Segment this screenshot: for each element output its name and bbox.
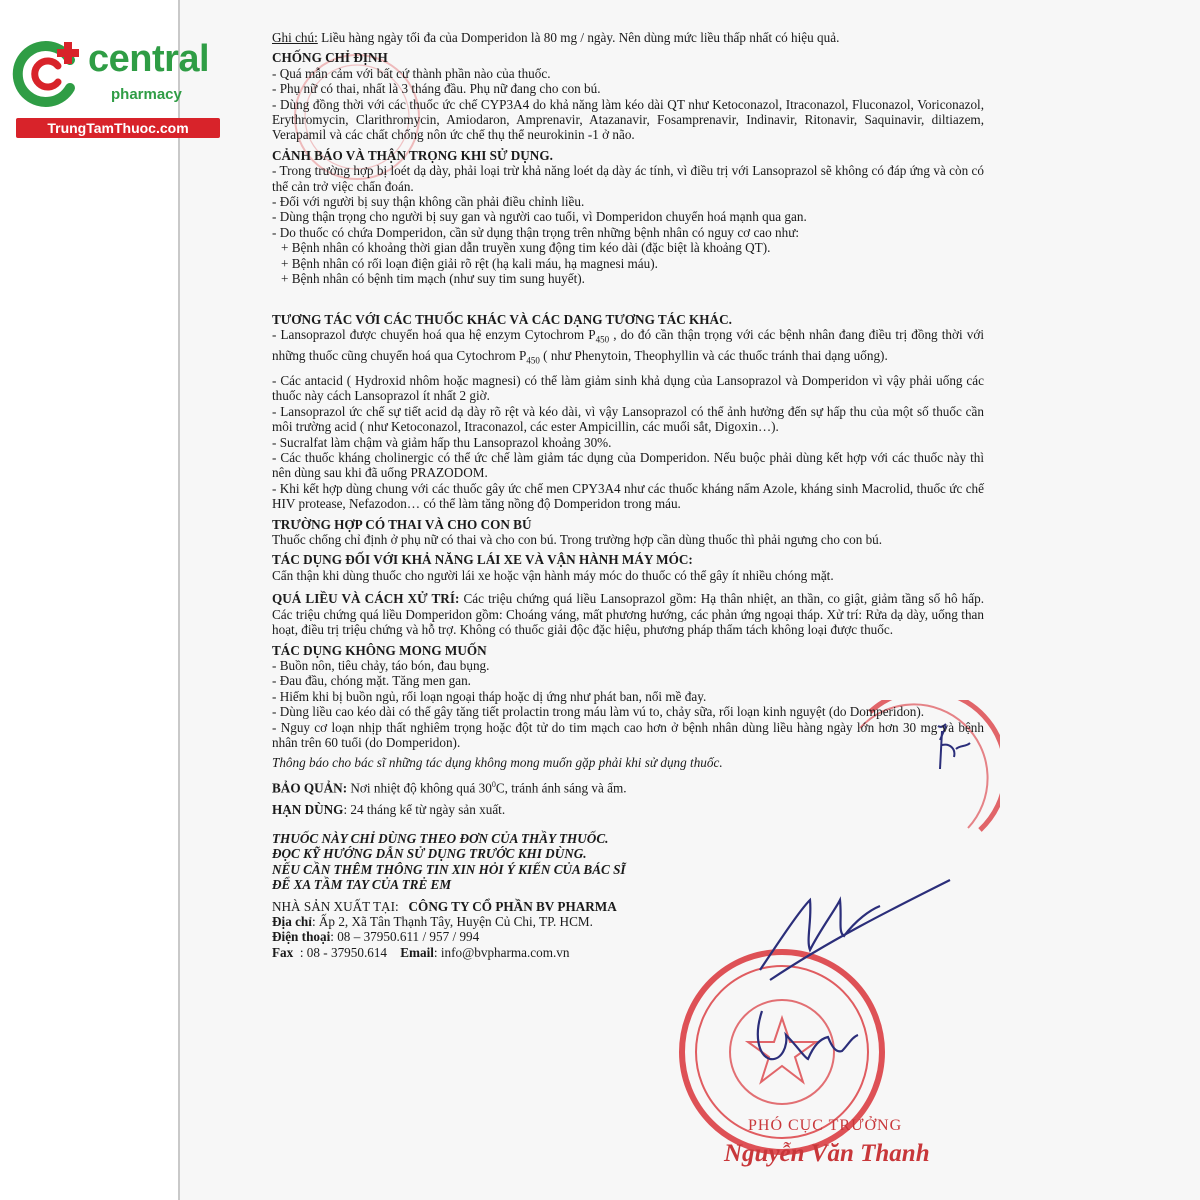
overdose-title: QUÁ LIỀU VÀ CÁCH XỬ TRÍ: <box>272 591 460 607</box>
manufacturer-line <box>272 899 984 914</box>
manufacturer-block <box>272 899 984 961</box>
interaction-line: - Các thuốc kháng cholinergic có thể ức chế làm giảm tác dụng của Domperidon. Nếu buộc phải dùng kết hợp với các thuốc này thì nên dùng sau khi đã uống PRAZODOM. <box>272 450 984 481</box>
logo-brand-text: central <box>88 38 210 80</box>
pregnancy-title: TRƯỜNG HỢP CÓ THAI VÀ CHO CON BÚ <box>272 516 532 532</box>
overdose-text: Các triệu chứng quá liều Lansoprazol gồm: Hạ thân nhiệt, an thần, co giật, giảm tầng số hô hấp. Các triệu chứng quá liều Domperidon gồm: Choáng váng, mất phương hướng, các phản ứng ngoại tháp. Xử trí: Rửa dạ dày, uống than hoạt, điều trị triệu chứng và hỗ trợ. Không có thuốc giải độc đặc hiệu, phương pháp thẩm tách không loại được thuốc. <box>272 591 984 638</box>
contraindication-line: - Quá mẫn cảm với bất cứ thành phần nào của thuốc. <box>272 65 551 81</box>
central-pharmacy-logo[interactable] <box>8 34 223 134</box>
logo-website-banner[interactable]: TrungTamThuoc.com <box>16 118 220 138</box>
side-effect-line: - Buồn nôn, tiêu chảy, táo bón, đau bụng. <box>272 657 490 673</box>
logo-sub-text: pharmacy <box>111 86 182 103</box>
warning-line: - Do thuốc có chứa Domperidon, cần sử dụng thận trọng trên những bệnh nhân có nguy cơ cao như: <box>272 224 800 240</box>
phone-label: Điện thoại <box>272 929 331 945</box>
side-effect-line: - Hiếm khi bị buồn ngủ, rối loạn ngoại tháp hoặc dị ứng như phát ban, nổi mề đay. <box>272 688 707 704</box>
interaction-text: , do đó cần thận trọng với các bệnh nhân đang điều trị đồng thời với những thuốc cũng chuyển hoá qua Cytochrom P <box>272 326 984 363</box>
contraindications-title: CHỐNG CHỈ ĐỊNH <box>272 50 388 66</box>
fax-email-line <box>272 945 984 960</box>
address-line <box>272 914 984 929</box>
phone-text: : 08 – 37950.611 / 957 / 994 <box>330 929 480 945</box>
side-effect-line: - Nguy cơ loạn nhịp thất nghiêm trọng hoặc đột tử do tim mạch cao hơn ở bệnh nhân dùng liều hàng ngày lớn hơn 30 mg và bệnh nhân trên 60 tuổi (do Domperidon). <box>272 719 984 750</box>
warning-sub-line: + Bệnh nhân có khoảng thời gian dẫn truyền xung động tim kéo dài (đặc biệt là khoảng QT). <box>281 240 771 256</box>
storage-label: BẢO QUẢN: <box>272 780 348 796</box>
address-label: Địa chỉ <box>272 913 312 929</box>
warning-line: - Trong trường hợp bị loét dạ dày, phải loại trừ khả năng loét dạ dày ác tính, vì điều trị với Lansoprazol sẽ không có đáp ứng và còn có thể cản trở việc chẩn đoán. <box>272 163 984 194</box>
side-effect-line: - Đau đầu, chóng mặt. Tăng men gan. <box>272 673 471 689</box>
driving-text: Cẩn thận khi dùng thuốc cho người lái xe hoặc vận hành máy móc do thuốc có thể gây ít nhiều chóng mặt. <box>272 567 834 583</box>
fax-text: : 08 - 37950.614 <box>299 944 388 960</box>
deputy-director-title: PHÓ CỤC TRƯỞNG <box>748 1117 903 1134</box>
left-margin <box>0 0 178 1200</box>
note-text: Liều hàng ngày tối đa của Domperidon là 80 mg / ngày. Nên dùng mức liều thấp nhất có hiệu quả. <box>317 30 840 45</box>
storage-text: Nơi nhiệt độ không quá 30 <box>347 780 492 796</box>
overdose-paragraph <box>272 591 984 637</box>
interaction-line <box>272 327 984 369</box>
email-text[interactable]: : info@bvpharma.com.vn <box>433 944 570 960</box>
interaction-line: - Lansoprazol ức chế sự tiết acid dạ dày rõ rệt và kéo dài, vì vậy Lansoprazol có thể ảnh hưởng đến sự hấp thu của một số thuốc cần môi trường acid ( như Ketoconazol, Itraconazol, các ester Ampicillin, các muối sắt, Digoxin…). <box>272 403 984 435</box>
interaction-line: - Các antacid ( Hydroxid nhôm hoặc magnesi) có thể làm giảm sinh khả dụng của Lansoprazol và Domperidon vì vậy phải uống các thuốc này cách Lansoprazol ít nhất 2 giờ. <box>272 373 984 404</box>
storage-line <box>272 777 984 796</box>
warning-line: - Dùng thận trọng cho người bị suy gan và người cao tuổi, vì Domperidon chuyển hoá mạnh qua gan. <box>272 209 807 225</box>
warning-sub-line: + Bệnh nhân có bệnh tim mạch (như suy tim sung huyết). <box>281 271 585 287</box>
storage-text: C, tránh ánh sáng và ẩm. <box>495 780 627 796</box>
contraindication-line: - Dùng đồng thời với các thuốc ức chế CYP3A4 do khả năng làm kéo dài QT như Ketoconazol, Itraconazol, Fluconazol, Voriconazol, Erythromycin, Clarithromycin, Amiodaron, Amprenavir, Atazanavir, Fosamprenavir, Indinavir, Ritonavir, Saquinavir, diltiazem, Verapamil và các chất chống nôn ức chế thụ thể neurokinin -1 ở não. <box>272 96 984 143</box>
driving-title: TÁC DỤNG ĐỐI VỚI KHẢ NĂNG LÁI XE VÀ VẬN HÀNH MÁY MÓC: <box>272 552 693 568</box>
interaction-line: - Sucralfat làm chậm và giảm hấp thu Lansoprazol khoảng 30%. <box>272 434 612 450</box>
handwritten-signature-bottom <box>748 995 868 1075</box>
advice-line: NẾU CẦN THÊM THÔNG TIN XIN HỎI Ý KIẾN CỦA BÁC SĨ <box>272 861 626 877</box>
phone-line <box>272 929 984 944</box>
advice-line: ĐỂ XA TẦM TAY CỦA TRẺ EM <box>272 877 452 893</box>
warning-line: - Đối với người bị suy thận không cần phải điều chỉnh liều. <box>272 194 585 210</box>
contraindication-line: - Phụ nữ có thai, nhất là 3 tháng đầu. Phụ nữ đang cho con bú. <box>272 81 601 97</box>
note-label: Ghi chú: <box>272 30 318 45</box>
pregnancy-text: Thuốc chống chỉ định ở phụ nữ có thai và cho con bú. Trong trường hợp cần dùng thuốc thì phải ngưng cho con bú. <box>272 532 883 548</box>
subscript-450: 450 <box>526 355 540 366</box>
pharmacy-cross-icon <box>12 38 84 110</box>
subscript-450: 450 <box>595 334 610 345</box>
expiry-text: : 24 tháng kể từ ngày sản xuất. <box>343 801 506 817</box>
deputy-director-name: Nguyễn Văn Thanh <box>724 1140 930 1167</box>
manufacturer-name: CÔNG TY CỔ PHẦN BV PHARMA <box>408 898 617 914</box>
warnings-title: CẢNH BÁO VÀ THẬN TRỌNG KHI SỬ DỤNG. <box>272 147 553 163</box>
side-effects-notice: Thông báo cho bác sĩ những tác dụng không mong muốn gặp phải khi sử dụng thuốc. <box>272 755 723 771</box>
expiry-label: HẠN DÙNG <box>272 801 344 817</box>
address-text: : Ấp 2, Xã Tân Thạnh Tây, Huyện Củ Chi, TP. HCM. <box>311 913 593 929</box>
degree-superscript: 0 <box>491 779 496 789</box>
advice-line: ĐỌC KỸ HƯỚNG DẪN SỬ DỤNG TRƯỚC KHI DÙNG. <box>272 846 587 862</box>
note-line <box>272 30 984 45</box>
interaction-line: - Khi kết hợp dùng chung với các thuốc gây ức chế men CPY3A4 như các thuốc kháng nấm Azole, kháng sinh Macrolid, thuốc ức chế HIV protease, Nefazodon… có thể làm tăng nồng độ Domperidon trong máu. <box>272 480 984 512</box>
side-effect-line: - Dùng liều cao kéo dài có thể gây tăng tiết prolactin trong máu làm vú to, chảy sữa, rối loạn kinh nguyệt (do Domperidon). <box>272 704 925 720</box>
interaction-text: ( như Phenytoin, Theophyllin và các thuốc tránh thai dạng uống). <box>539 347 888 363</box>
leaflet-body <box>272 30 984 960</box>
advice-block <box>272 831 984 893</box>
advice-line: THUỐC NÀY CHỈ DÙNG THEO ĐƠN CỦA THẦY THUỐC. <box>272 830 609 846</box>
side-effects-title: TÁC DỤNG KHÔNG MONG MUỐN <box>272 642 487 658</box>
interactions-title: TƯƠNG TÁC VỚI CÁC THUỐC KHÁC VÀ CÁC DẠNG TƯƠNG TÁC KHÁC. <box>272 311 732 327</box>
interaction-text: - Lansoprazol được chuyển hoá qua hệ enzym Cytochrom P <box>272 326 596 342</box>
warning-sub-line: + Bệnh nhân có rối loạn điện giải rõ rệt (hạ kali máu, hạ magnesi máu). <box>281 255 658 271</box>
manufacturer-label: NHÀ SẢN XUẤT TẠI: <box>272 898 399 914</box>
expiry-line <box>272 802 984 817</box>
email-label: Email <box>400 944 434 960</box>
fax-label: Fax <box>272 944 294 960</box>
